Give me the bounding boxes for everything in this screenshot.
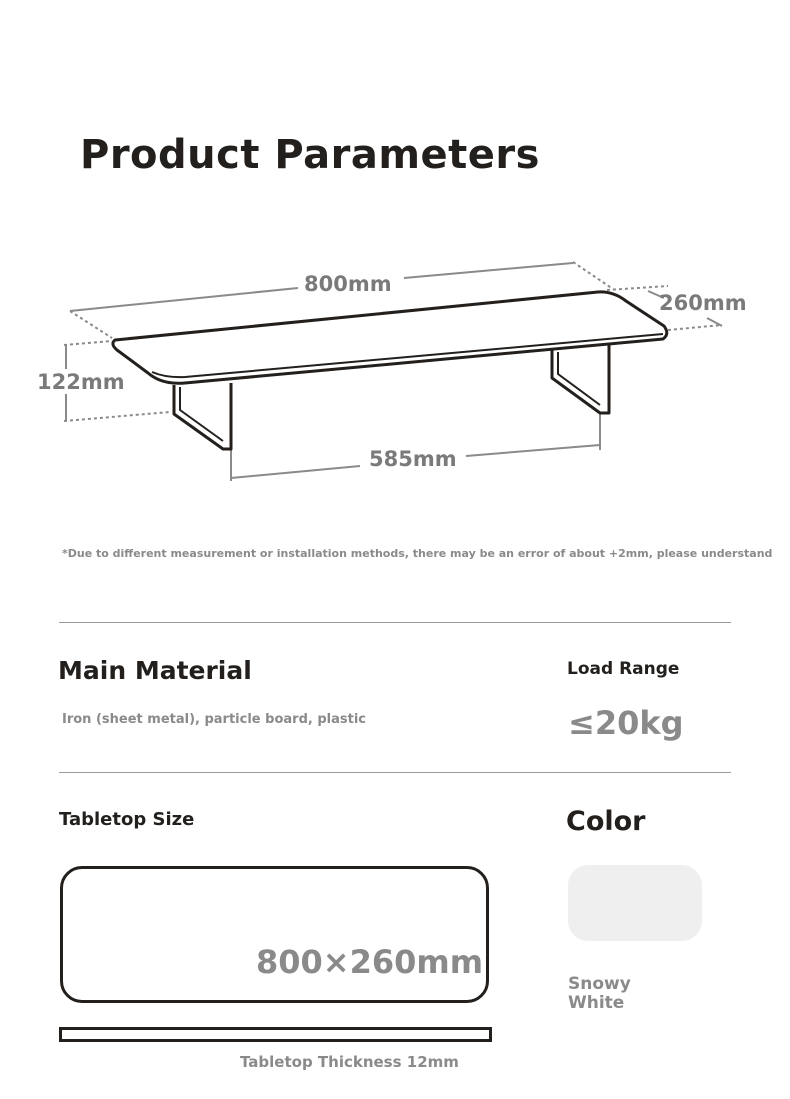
tabletop-thickness-label: Tabletop Thickness 12mm <box>240 1053 459 1071</box>
load-range-value: ≤20kg <box>568 704 684 742</box>
tabletop-outline <box>60 866 489 1003</box>
depth-extension-bottom <box>668 325 722 330</box>
left-leg-frame <box>174 383 231 449</box>
height-extension-top <box>64 341 112 345</box>
product-dimension-diagram <box>0 240 790 500</box>
length-extension-right <box>573 262 613 289</box>
page-title: Product Parameters <box>80 132 540 178</box>
length-label: 800mm <box>304 272 392 296</box>
depth-extension-top <box>607 286 668 290</box>
tabletop-size-value: 800×260mm <box>256 943 484 981</box>
main-material-label: Main Material <box>58 656 252 685</box>
color-swatch <box>568 865 702 941</box>
measurement-disclaimer: *Due to different measurement or installation methods, there may be an error of about +2mm, please understand <box>62 547 773 560</box>
leg-span-label: 585mm <box>369 447 457 471</box>
section-divider <box>59 622 731 623</box>
tabletop-thickness-bar <box>59 1027 492 1042</box>
height-label: 122mm <box>37 370 125 394</box>
tabletop-size-label: Tabletop Size <box>59 809 195 830</box>
main-material-value: Iron (sheet metal), particle board, plastic <box>62 712 366 727</box>
length-dimension-line-right <box>404 263 573 278</box>
right-leg-frame <box>552 345 609 413</box>
depth-label: 260mm <box>659 291 747 315</box>
section-divider <box>59 772 731 773</box>
leg-span-line-right <box>466 445 600 456</box>
color-name: Snowy White <box>568 974 631 1013</box>
length-extension-left <box>70 311 112 338</box>
leg-span-line-left <box>231 466 360 478</box>
load-range-label: Load Range <box>567 659 680 679</box>
height-extension-bottom <box>64 412 170 421</box>
color-label: Color <box>566 806 646 837</box>
depth-dimension-line-bottom <box>707 318 722 326</box>
length-dimension-line-left <box>70 288 298 311</box>
